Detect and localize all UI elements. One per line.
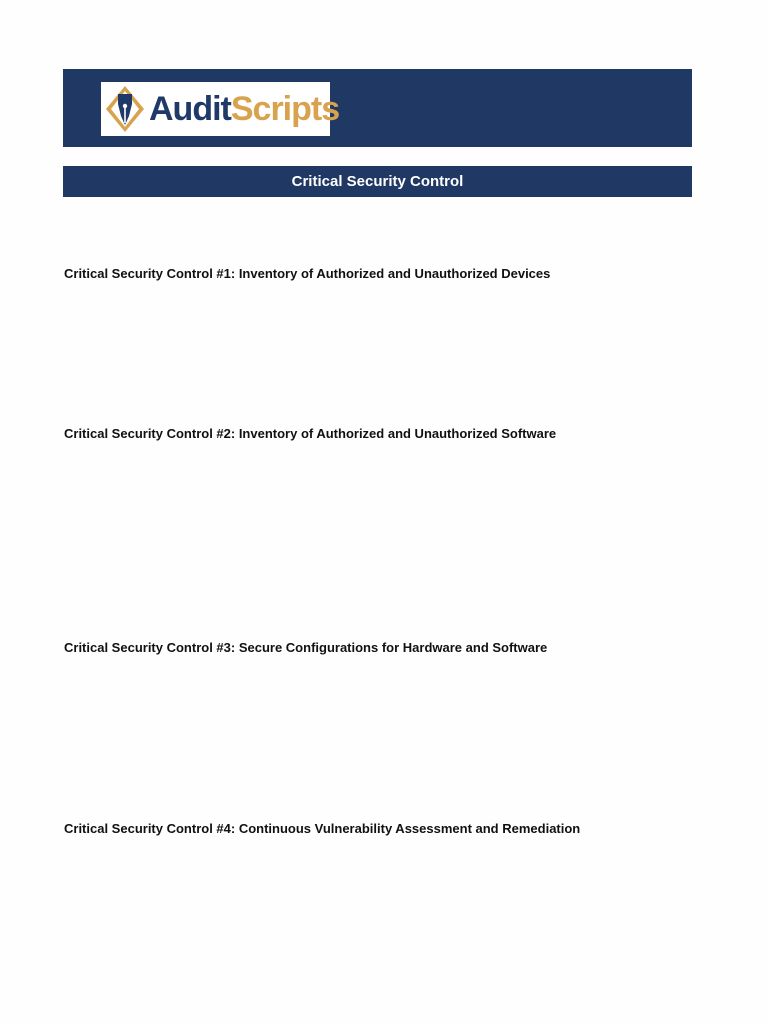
header-banner bbox=[63, 69, 692, 147]
control-heading-1: Critical Security Control #1: Inventory of Authorized and Unauthorized Devices bbox=[64, 266, 551, 281]
logo-word-scripts: Scripts bbox=[230, 90, 340, 128]
logo-word-audit: Audit bbox=[149, 90, 231, 128]
auditscripts-logo bbox=[101, 82, 340, 136]
section-title: Critical Security Control bbox=[63, 166, 692, 197]
logo-wordmark bbox=[149, 87, 339, 131]
control-heading-4: Critical Security Control #4: Continuous Vulnerability Assessment and Remediation bbox=[64, 821, 581, 836]
control-heading-2: Critical Security Control #2: Inventory of Authorized and Unauthorized Software bbox=[64, 426, 557, 441]
pen-nib-icon bbox=[103, 85, 147, 133]
control-heading-3: Critical Security Control #3: Secure Configurations for Hardware and Software bbox=[64, 640, 548, 655]
